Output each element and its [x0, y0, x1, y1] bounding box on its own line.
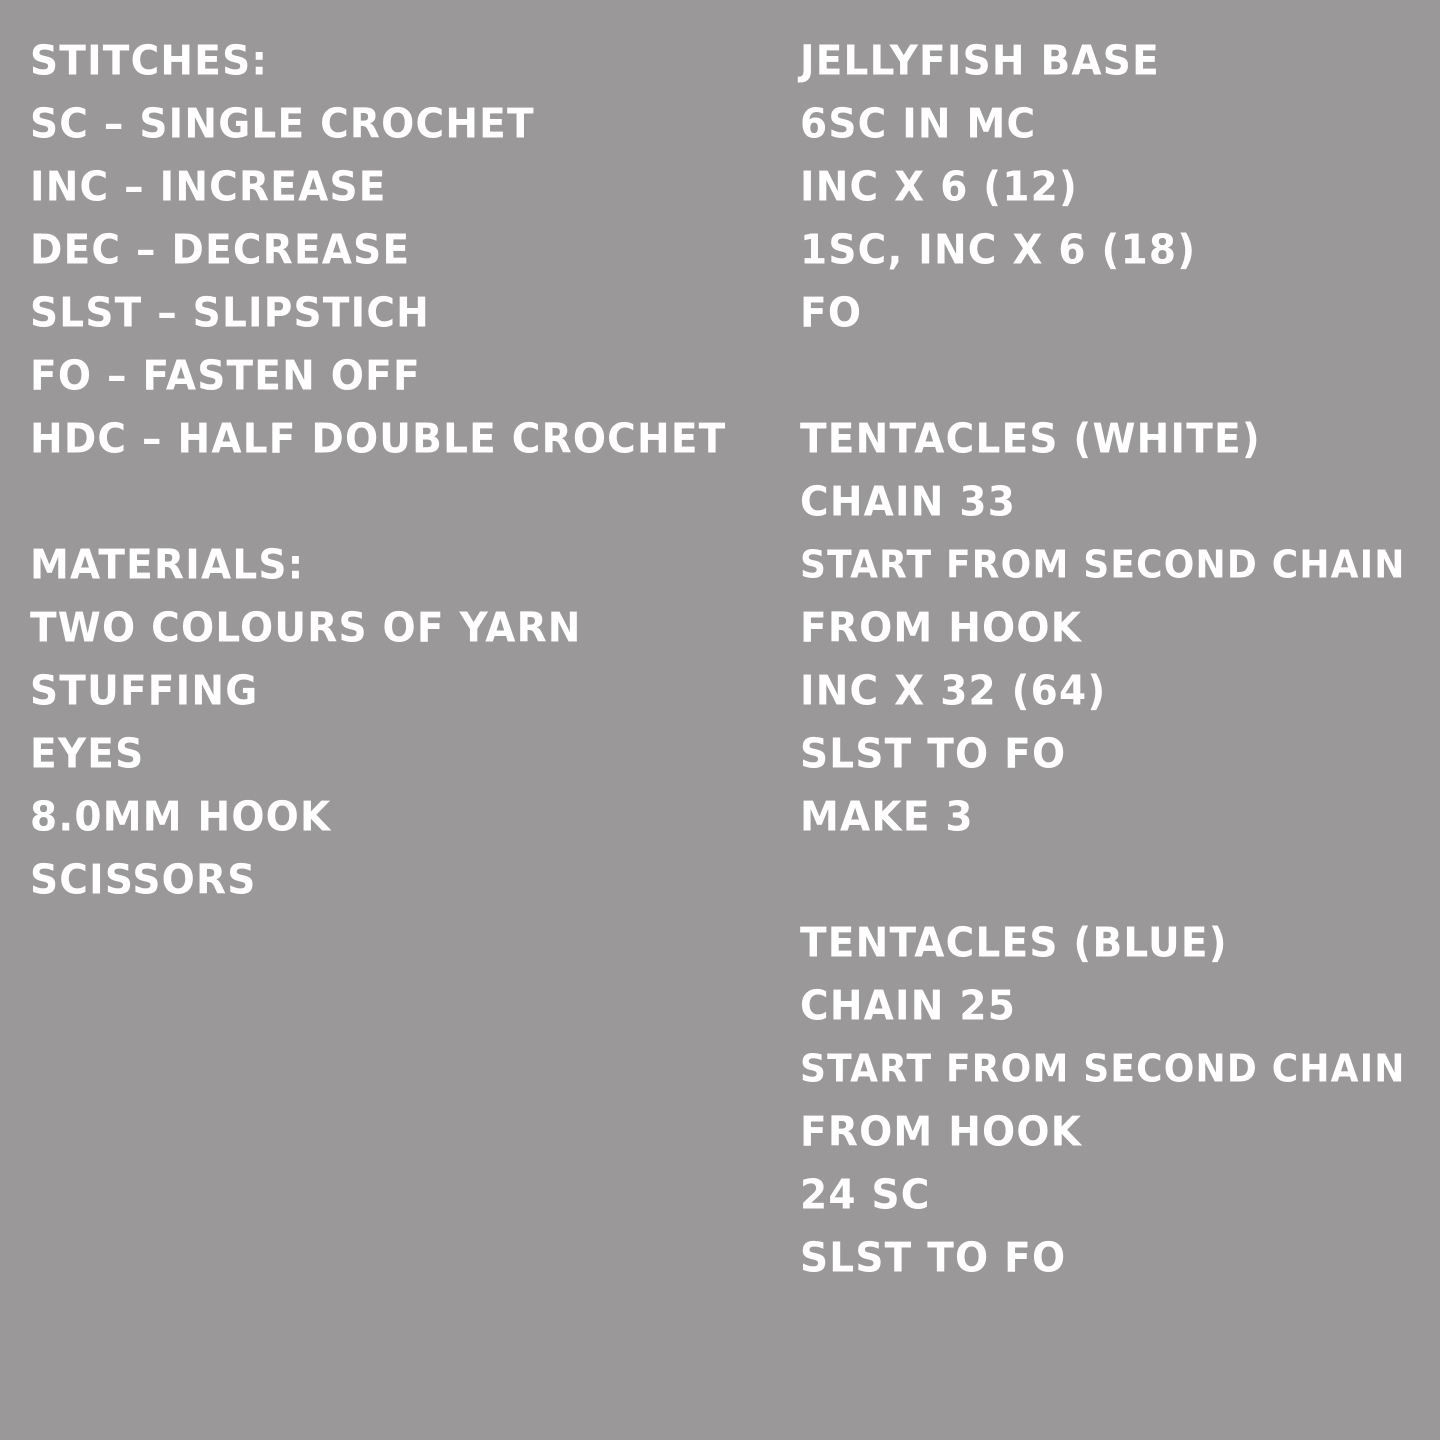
tentacles-blue-item: 24 SC [800, 1171, 931, 1220]
stitches-item: DEC – DECREASE [30, 226, 411, 275]
materials-section [30, 532, 800, 910]
jellyfish-base-section [800, 28, 1440, 343]
stitches-item: SC – SINGLE CROCHET [30, 100, 535, 149]
tentacles-blue-item: START FROM SECOND CHAIN [800, 1047, 1406, 1092]
stitches-item: HDC – HALF DOUBLE CROCHET [30, 415, 727, 464]
jellyfish-base-item: 6SC IN MC [800, 100, 1037, 149]
tentacles-blue-section [800, 910, 1440, 1288]
section-spacer [30, 469, 800, 532]
materials-item: STUFFING [30, 667, 259, 716]
jellyfish-base-item: FO [800, 289, 863, 338]
section-spacer [800, 343, 1440, 406]
materials-item: TWO COLOURS OF YARN [30, 604, 582, 653]
materials-item: SCISSORS [30, 856, 257, 905]
materials-item: EYES [30, 730, 145, 779]
stitches-item: INC – INCREASE [30, 163, 387, 212]
tentacles-blue-heading: TENTACLES (BLUE) [800, 919, 1228, 968]
stitches-heading: STITCHES: [30, 37, 269, 86]
jellyfish-base-item: 1SC, INC X 6 (18) [800, 226, 1197, 275]
tentacles-white-item: MAKE 3 [800, 793, 974, 842]
tentacles-white-item: START FROM SECOND CHAIN [800, 543, 1406, 588]
tentacles-white-item: FROM HOOK [800, 604, 1083, 653]
jellyfish-base-item: INC X 6 (12) [800, 163, 1079, 212]
materials-heading: MATERIALS: [30, 541, 305, 590]
tentacles-white-heading: TENTACLES (WHITE) [800, 415, 1261, 464]
tentacles-white-item: CHAIN 33 [800, 478, 1017, 527]
tentacles-white-item: SLST TO FO [800, 730, 1067, 779]
tentacles-blue-item: SLST TO FO [800, 1234, 1067, 1283]
left-column [0, 0, 800, 910]
stitches-section [30, 28, 800, 469]
tentacles-white-item: INC X 32 (64) [800, 667, 1107, 716]
right-column [800, 0, 1440, 1288]
stitches-item: SLST – SLIPSTICH [30, 289, 430, 338]
tentacles-blue-item: FROM HOOK [800, 1108, 1083, 1157]
stitches-item: FO – FASTEN OFF [30, 352, 421, 401]
tentacles-white-section [800, 406, 1440, 847]
jellyfish-base-heading: JELLYFISH BASE [800, 37, 1160, 86]
section-spacer [800, 847, 1440, 910]
materials-item: 8.0MM HOOK [30, 793, 332, 842]
tentacles-blue-item: CHAIN 25 [800, 982, 1017, 1031]
